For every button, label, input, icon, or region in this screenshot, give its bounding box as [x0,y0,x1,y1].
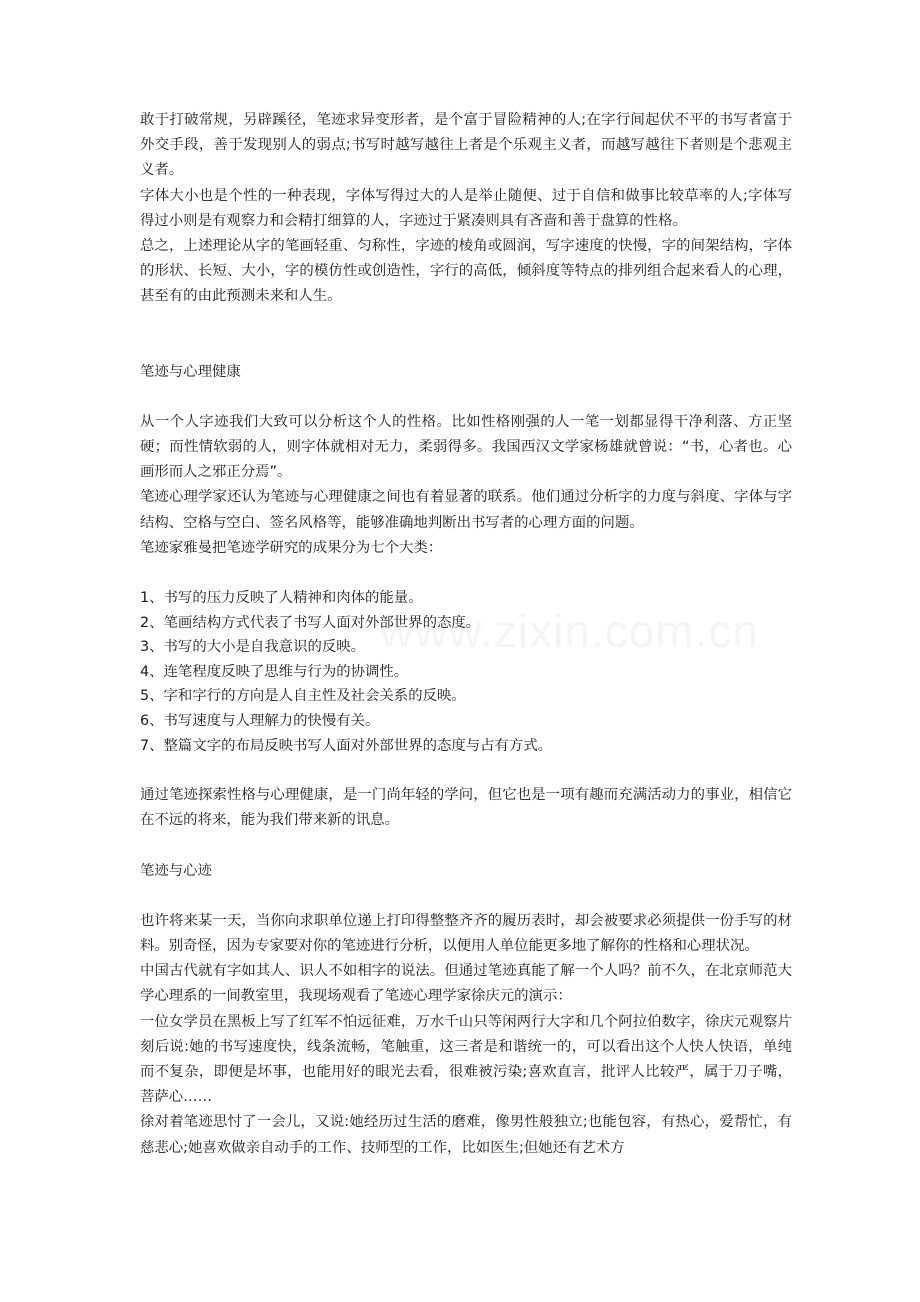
paragraph: 从一个人字迹我们大致可以分析这个人的性格。比如性格刚强的人一笔一划都显得干净利落、方正坚硬；而性情软弱的人，则字体就相对无力，柔弱得多。我国西汉文学家杨雄就曾说：“书，心者也。心画形而人之邪正分焉”。 [140,413,792,481]
spacer [140,884,792,909]
spacer [140,758,792,783]
list-item: 4、连笔程度反映了思维与行为的协调性。 [140,663,409,680]
section-heading: 笔迹与心理健康 [140,363,241,380]
findings-list [140,586,792,758]
paragraph: 徐对着笔迹思忖了一会儿，又说:她经历过生活的磨难，像男性般独立;也能包容，有热心，爱帮忙，有慈悲心;她喜欢做亲自动手的工作、技师型的工作，比如医生;但她还有艺术方 [140,1114,792,1156]
paragraph: 笔迹心理学家还认为笔迹与心理健康之间也有着显著的联系。他们通过分析字的力度与斜度、字体与字结构、空格与空白、签名风格等，能够准确地判断出书写者的心理方面的问题。 [140,489,792,531]
paragraph: 字体大小也是个性的一种表现，字体写得过大的人是举止随便、过于自信和做事比较草率的人;字体写得过小则是有观察力和会精打细算的人，字迹过于紧凑则具有吝啬和善于盘算的性格。 [140,187,792,229]
spacer [140,385,792,410]
paragraph: 总之，上述理论从字的笔画轻重、匀称性，字迹的棱角或圆润，写字速度的快慢，字的间架结构，字体的形状、长短、大小，字的模仿性或创造性，字行的高低，倾斜度等特点的排列组合起来看人的心理，甚至有的由此预测未来和人生。 [140,238,792,305]
spacer [140,310,792,360]
document-page [140,108,792,1161]
spacer [140,561,792,586]
paragraph: 通过笔迹探索性格与心理健康，是一门尚年轻的学问，但它也是一项有趣而充满活动力的事业，相信它在不远的将来，能为我们带来新的讯息。 [140,787,792,829]
section-heading: 笔迹与心迹 [140,862,212,879]
list-item: 6、书写速度与人理解力的快慢有关。 [140,713,380,730]
paragraph: 敢于打破常规，另辟蹊径，笔迹求异变形者，是个富于冒险精神的人;在字行间起伏不平的书写者富于外交手段，善于发现别人的弱点;书写时越写越往上者是个乐观主义者，而越写越往下者则是个悲观主义者。 [140,112,792,179]
paragraph: 一位女学员在黑板上写了红军不怕远征难，万水千山只等闲两行大字和几个阿拉伯数字，徐庆元观察片刻后说:她的书写速度快，线条流畅，笔触重，这三者是和谐统一的，可以看出这个人快人快语，单纯而不复杂，即便是坏事，也能用好的眼光去看，很难被污染;喜欢直言，批评人比较严，属于刀子嘴，菩萨心…… [140,1013,792,1106]
list-item: 1、书写的压力反映了人精神和肉体的能量。 [140,590,423,607]
spacer [140,834,792,859]
paragraph: 中国古代就有字如其人、识人不如相字的说法。但通过笔迹真能了解一个人吗？前不久，在北京师范大学心理系的一间教室里，我现场观看了笔迹心理学家徐庆元的演示： [140,963,792,1005]
list-item: 2、笔画结构方式代表了书写人面对外部世界的态度。 [140,614,481,631]
list-item: 5、字和字行的方向是人自主性及社会关系的反映。 [140,688,466,705]
list-item: 7、整篇文字的布局反映书写人面对外部世界的态度与占有方式。 [140,737,553,754]
paragraph: 也许将来某一天，当你向求职单位递上打印得整整齐齐的履历表时，却会被要求必须提供一份手写的材料。别奇怪，因为专家要对你的笔迹进行分析，以便用人单位能更多地了解你的性格和心理状况。 [140,912,792,955]
paragraph: 笔迹家雅曼把笔迹学研究的成果分为七个大类： [140,539,443,556]
list-item: 3、书写的大小是自我意识的反映。 [140,639,366,656]
